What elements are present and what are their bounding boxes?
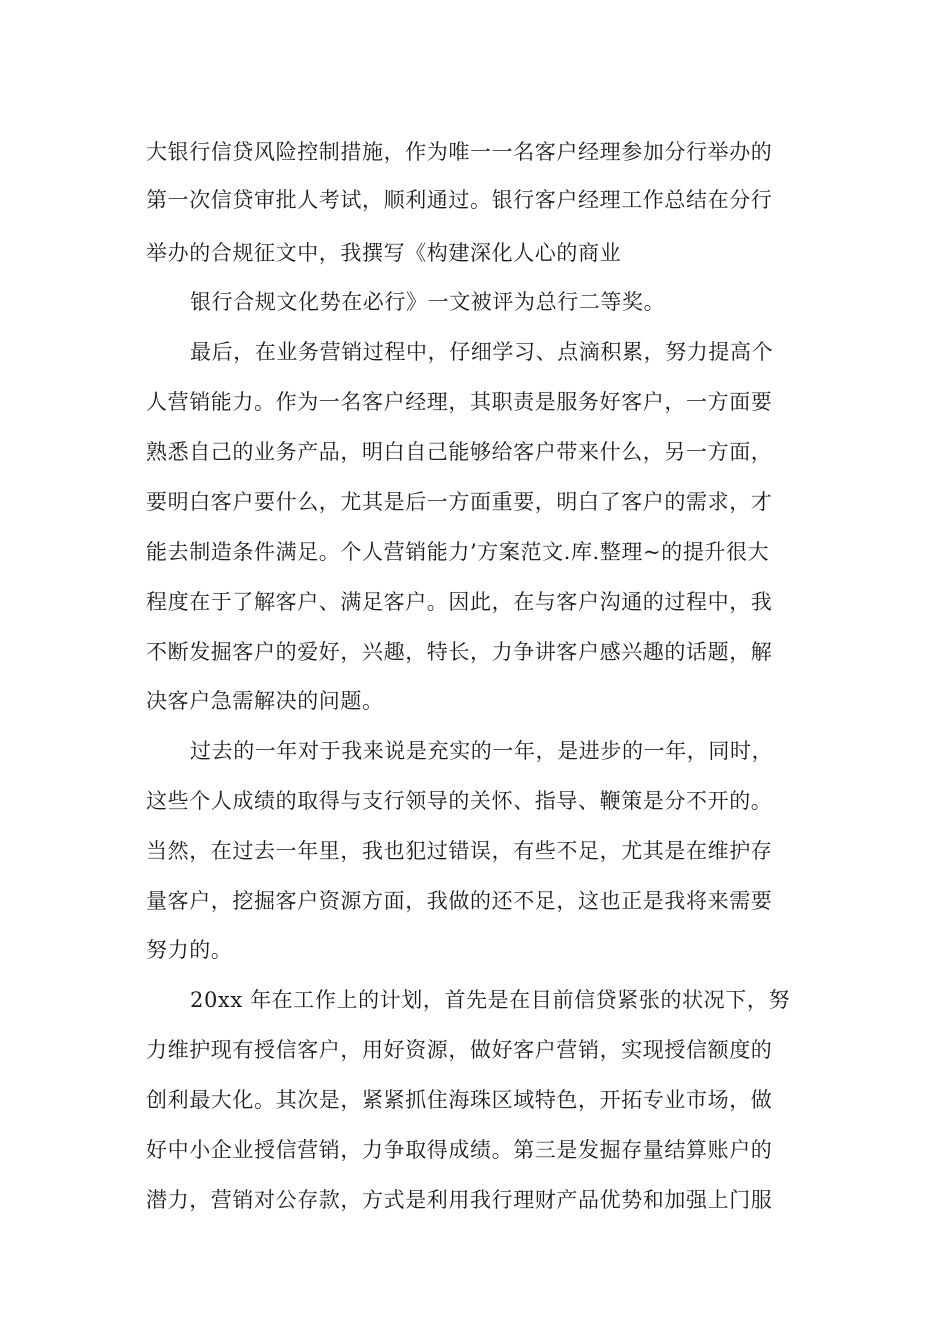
text-line: 要明白客户要什么，尤其是后一方面重要，明白了客户的需求，才 [146, 490, 773, 514]
text-line: 好中小企业授信营销，力争取得成绩。第三是发掘存量结算账户的 [146, 1138, 773, 1162]
text-line: 最后，在业务营销过程中，仔细学习、点滴积累，努力提高个 [190, 340, 774, 364]
text-line: 当然，在过去一年里，我也犯过错误，有些不足，尤其是在维护存 [146, 839, 773, 863]
text-line: 熟悉自己的业务产品，明白自己能够给客户带来什么，另一方面， [146, 440, 773, 464]
text-line: 银行合规文化势在必行》一文被评为总行二等奖。 [190, 290, 666, 314]
text-line: 潜力，营销对公存款，方式是利用我行理财产品优势和加强上门服 [146, 1188, 773, 1212]
text-line: 程度在于了解客户、满足客户。因此，在与客户沟通的过程中，我 [146, 590, 773, 614]
text-line: 20xx 年在工作上的计划，首先是在目前信贷紧张的状况下，努 [190, 988, 791, 1012]
text-line: 这些个人成绩的取得与支行领导的关怀、指导、鞭策是分不开的。 [146, 789, 773, 813]
text-line: 量客户，挖掘客户资源方面，我做的还不足，这也正是我将来需要 [146, 889, 773, 913]
text-line: 力维护现有授信客户，用好资源，做好客户营销，实现授信额度的 [146, 1038, 773, 1062]
text-line: 不断发掘客户的爱好，兴趣，特长，力争讲客户感兴趣的话题，解 [146, 640, 773, 664]
text-line: 举办的合规征文中，我撰写《构建深化人心的商业 [146, 241, 622, 265]
text-line: 创利最大化。其次是，紧紧抓住海珠区域特色，开拓专业市场，做 [146, 1088, 773, 1112]
text-line: 过去的一年对于我来说是充实的一年，是进步的一年，同时， [190, 739, 774, 763]
text-line: 决客户急需解决的问题。 [146, 689, 384, 713]
text-line: 努力的。 [146, 938, 233, 962]
text-line: 人营销能力。作为一名客户经理，其职责是服务好客户，一方面要 [146, 390, 773, 414]
text-line: 第一次信贷审批人考试，顺利通过。银行客户经理工作总结在分行 [146, 188, 773, 212]
text-line: 能去制造条件满足。个人营销能力’方案范文.库.整理~的提升很大 [146, 540, 770, 564]
text-line: 大银行信贷风险控制措施，作为唯一一名客户经理参加分行举办的 [146, 140, 773, 164]
